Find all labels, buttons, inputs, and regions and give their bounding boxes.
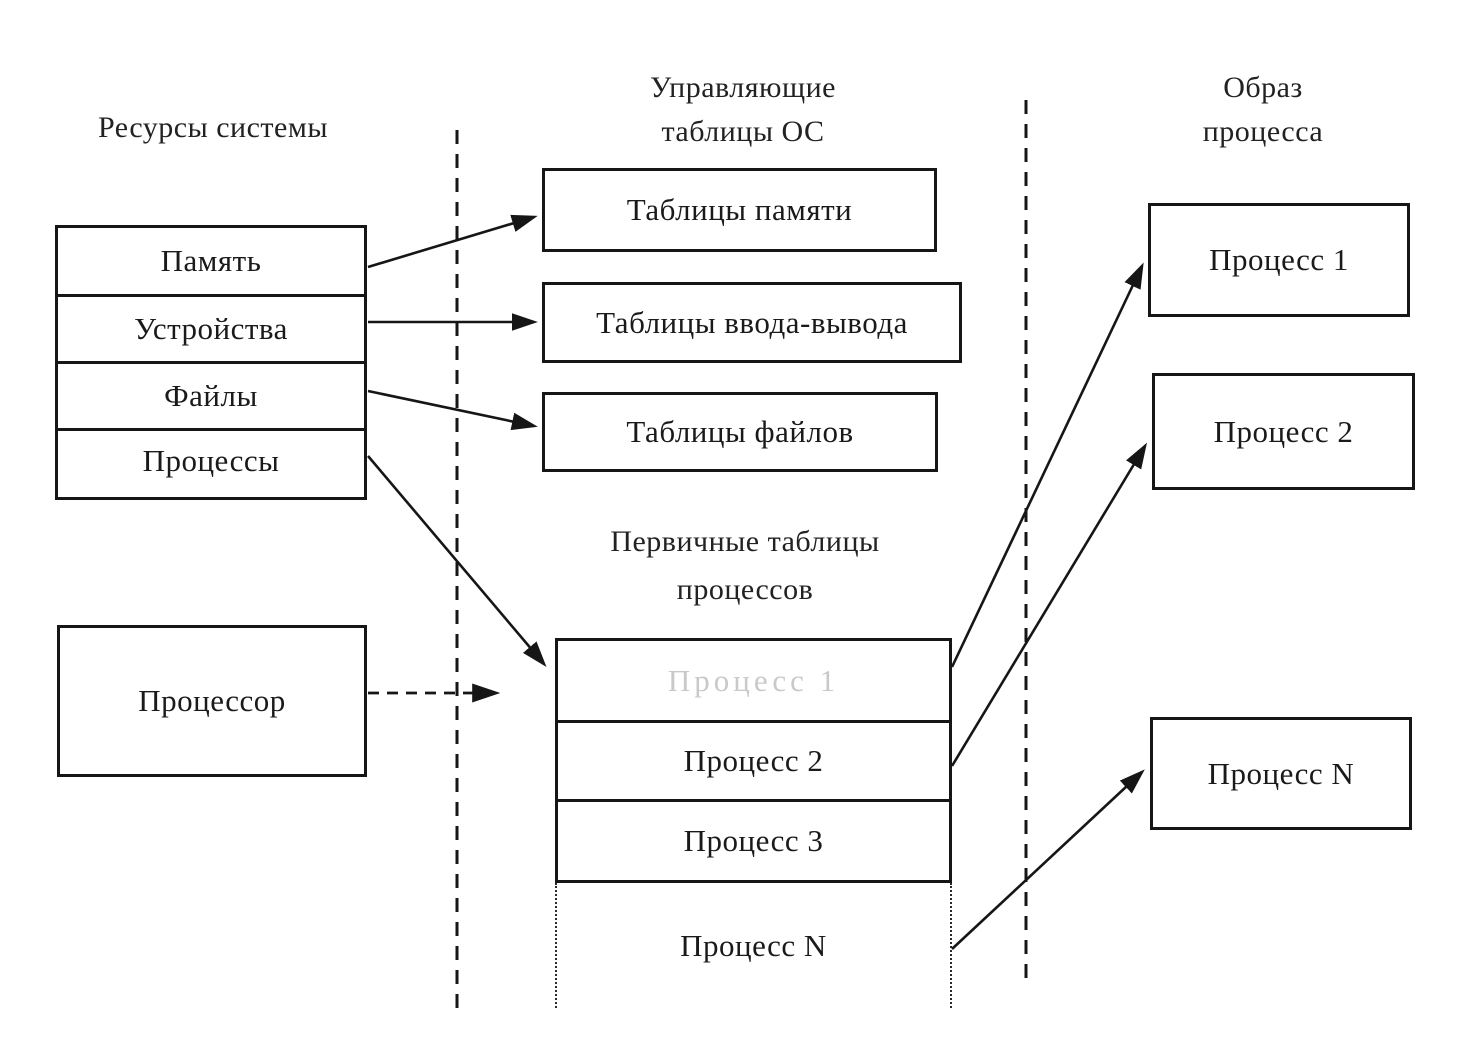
arrow-memory-to-memory-tables — [368, 217, 534, 267]
primary-process-tables-heading-line1: Первичные таблицы — [610, 525, 880, 558]
middle-column-heading-line2: таблицы ОС — [661, 114, 825, 148]
arrow-entryN-to-process-image-n — [952, 772, 1142, 949]
primary-process-tables-heading-line2: процессов — [676, 573, 814, 606]
resource-row-memory: Память — [160, 243, 262, 278]
resource-row-files: Файлы — [58, 361, 364, 428]
arrow-entry1-to-process-image-1 — [952, 266, 1142, 667]
memory-tables-box: Таблицы памяти — [542, 168, 937, 252]
process-image-1-box: Процесс 1 — [1148, 203, 1410, 317]
arrow-files-to-file-tables — [368, 391, 534, 426]
processor-box: Процессор — [57, 625, 367, 777]
process-table-row-2: Процесс 2 — [555, 720, 952, 802]
middle-column-heading — [593, 66, 893, 153]
arrow-processes-to-process-table — [368, 456, 544, 664]
io-tables-box: Таблицы ввода-вывода — [542, 282, 962, 363]
process-table-row-3: Процесс 3 — [555, 799, 952, 883]
resource-row-devices: Устройства — [58, 294, 364, 361]
process-image-2-box: Процесс 2 — [1152, 373, 1415, 490]
system-resources-table — [55, 225, 367, 500]
right-column-heading — [1113, 66, 1413, 153]
left-column-heading: Ресурсы системы — [98, 111, 328, 144]
file-tables-box: Таблицы файлов — [542, 392, 938, 472]
resource-row-processes: Процессы — [58, 428, 364, 491]
primary-process-tables-heading — [555, 518, 935, 614]
process-image-n-box: Процесс N — [1150, 717, 1412, 830]
right-column-heading-line2: процесса — [1202, 114, 1324, 148]
process-table-row-1: Процесс 1 — [555, 638, 952, 723]
process-table-row-n: Процесс N — [555, 883, 952, 1008]
right-column-heading-line1: Образ — [1223, 71, 1303, 104]
arrow-entry2-to-process-image-2 — [952, 446, 1145, 766]
middle-column-heading-line1: Управляющие — [650, 71, 836, 104]
